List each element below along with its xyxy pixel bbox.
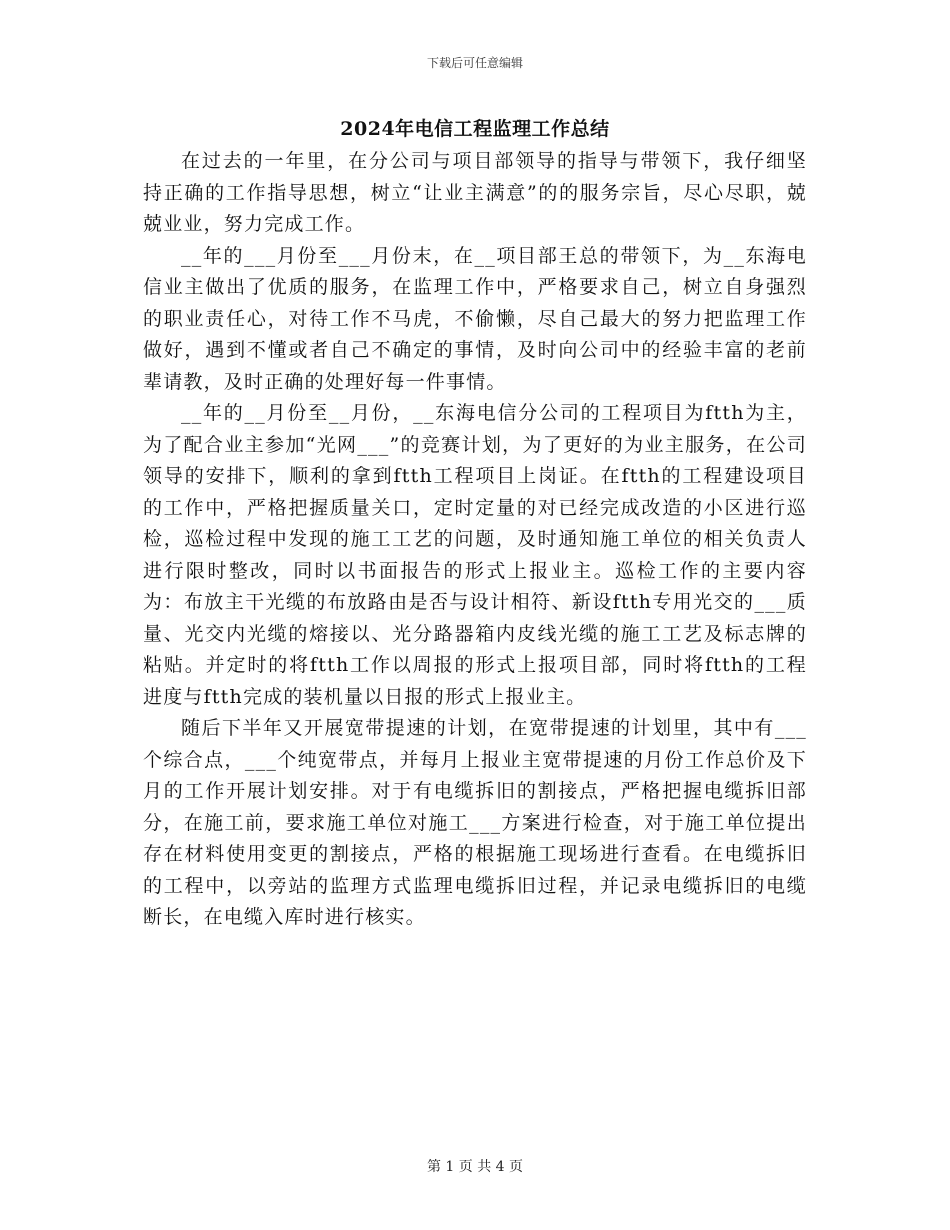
- paragraph-1: 在过去的一年里，在分公司与项目部领导的指导与带领下，我仔细坚持正确的工作指导思想，树立“让业主满意”的的服务宗旨，尽心尽职，兢兢业业，努力完成工作。: [143, 150, 807, 235]
- paragraph-3: __年的__月份至__月份，__东海电信分公司的工程项目为ftth为主，为了配合业主参加“光网___”的竞赛计划，为了更好的为业主服务，在公司领导的安排下，顺利的拿到ftth工程项目上岗证。在ftth的工程建设项目的工作中，严格把握质量关口，定时定量的对已经完成改造的小区进行巡检，巡检过程中发现的施工工艺的问题，及时通知施工单位的相关负责人进行限时整改，同时以书面报告的形式上报业主。巡检工作的主要内容为：布放主干光缆的布放路由是否与设计相符、新设ftth专用光交的___质量、光交内光缆的熔接以、光分路器箱内皮线光缆的施工工艺及标志牌的粘贴。并定时的将ftth工作以周报的形式上报项目部，同时将ftth的工程进度与ftth完成的装机量以日报的形式上报业主。: [143, 402, 807, 708]
- paragraph-2: __年的___月份至___月份末，在__项目部王总的带领下，为__东海电信业主做出了优质的服务，在监理工作中，严格要求自己，树立自身强烈的职业责任心，对待工作不马虎，不偷懒，尽自己最大的努力把监理工作做好，遇到不懂或者自己不确定的事情，及时向公司中的经验丰富的老前辈请教，及时正确的处理好每一件事情。: [143, 244, 807, 393]
- document-body: [143, 146, 807, 934]
- header-note: 下载后可任意编辑: [426, 56, 523, 70]
- page-number: 第 1 页 共 4 页: [426, 1159, 524, 1175]
- paragraph-4: 随后下半年又开展宽带提速的计划，在宽带提速的计划里，其中有___个综合点，___个纯宽带点，并每月上报业主宽带提速的月份工作总价及下月的工作开展计划安排。对于有电缆拆旧的割接点，严格把握电缆拆旧部分，在施工前，要求施工单位对施工___方案进行检查，对于施工单位提出存在材料使用变更的割接点，严格的根据施工现场进行查看。在电缆拆旧的工程中，以旁站的监理方式监理电缆拆旧过程，并记录电缆拆旧的电缆断长，在电缆入库时进行核实。: [143, 717, 807, 928]
- document-title: 2024年电信工程监理工作总结: [340, 118, 610, 140]
